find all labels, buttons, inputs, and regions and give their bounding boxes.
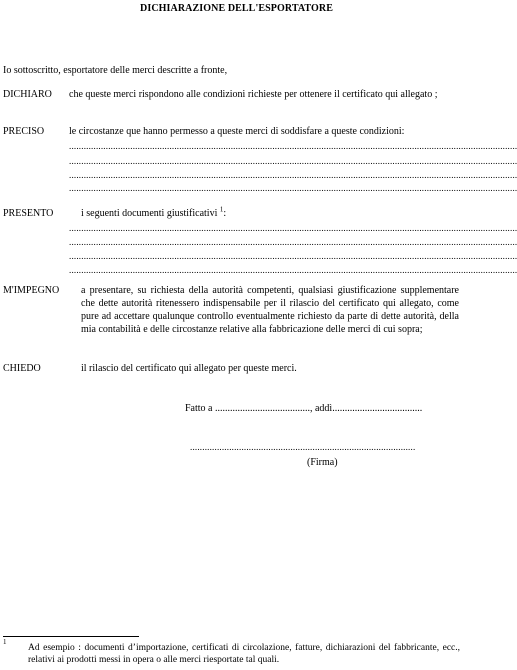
- fatto-line: Fatto a ......................................, addì....................................: [185, 403, 423, 414]
- intro-text: Io sottoscritto, esportatore delle merci descritte a fronte,: [3, 65, 228, 76]
- signature-line: ............................................................................................: [190, 442, 416, 452]
- dichiaro-label: DICHIARO: [3, 89, 52, 100]
- preciso-dotted-line-3: .......................................................................................................................................................................................: [69, 170, 517, 180]
- impegno-text: a presentare, su richiesta della autorità competenti, qualsiasi giustificazione supplementare che dette autorità ritenessero indispensabile per il rilascio del certificato qui allegato, come pure ad accettare qualunque controllo eventualmente richiesto da parte di dette autorità, della mia contabilità e delle circostanze relative alla fabbricazione delle merci di cui sopra;: [81, 285, 459, 335]
- presento-text-line: [81, 207, 226, 220]
- preciso-text: le circostanze que hanno permesso a queste merci di soddisfare a queste condizioni:: [69, 126, 405, 137]
- presento-dotted-line-1: .......................................................................................................................................................................................: [69, 223, 517, 233]
- preciso-dotted-line-4: .......................................................................................................................................................................................: [69, 183, 517, 193]
- presento-text: i seguenti documenti giustificativi: [81, 208, 218, 219]
- footnote-text: Ad esempio : documenti d’importazione, certificati di circolazione, fatture, dichiarazioni del fabbricante, ecc., relativi ai prodotti messi in opera o alle merci riesportate tal quali.: [28, 643, 460, 665]
- presento-dotted-line-3: .......................................................................................................................................................................................: [69, 251, 517, 261]
- presento-dotted-line-4: .......................................................................................................................................................................................: [69, 265, 517, 275]
- dichiaro-text: che queste merci rispondono alle condizioni richieste per ottenere il certificato qui allegato ;: [69, 89, 438, 100]
- footnote-marker: 1: [3, 638, 7, 646]
- impegno-label: M'IMPEGNO: [3, 285, 60, 296]
- preciso-dotted-line-2: .......................................................................................................................................................................................: [69, 156, 517, 166]
- presento-footnote-ref: 1: [219, 205, 224, 214]
- chiedo-label: CHIEDO: [3, 363, 41, 374]
- document-title: DICHIARAZIONE DELL'ESPORTATORE: [140, 3, 333, 14]
- chiedo-text: il rilascio del certificato qui allegato per queste merci.: [81, 363, 297, 374]
- preciso-dotted-line-1: .......................................................................................................................................................................................: [69, 141, 517, 151]
- presento-colon: :: [223, 208, 227, 219]
- presento-dotted-line-2: .......................................................................................................................................................................................: [69, 237, 517, 247]
- presento-label: PRESENTO: [3, 208, 54, 219]
- footnote-separator: [3, 636, 139, 637]
- firma-label: (Firma): [307, 457, 338, 468]
- preciso-label: PRECISO: [3, 126, 45, 137]
